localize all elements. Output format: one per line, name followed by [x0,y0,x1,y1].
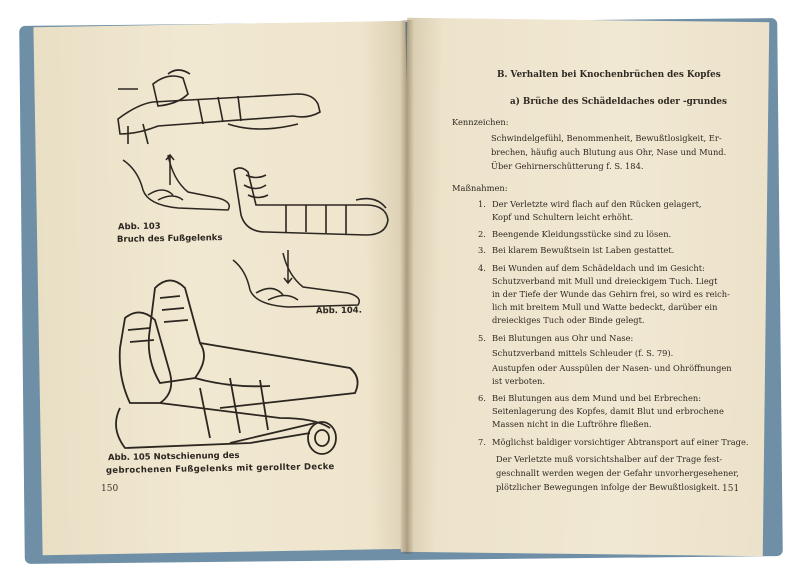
item-number: 1. [478,199,486,209]
item-line: plötzlicher Bewegungen infolge der Bewußtlosigkeit. [496,482,720,492]
splinted-leg-illustration-103 [108,64,328,154]
caption-103-line2: Bruch des Fußgelenks [116,233,223,245]
item-line: lich mit breitem Mull und Watte bedeckt, darüber ein [492,302,718,312]
item-number: 7. [478,437,486,447]
item-number: 5. [478,333,486,343]
boots-blanket-splint-illustration-105 [100,268,370,468]
item-line: Schutzverband mittels Schleuder (f. S. 79). [492,348,674,358]
caption-103-line1: Abb. 103 [117,221,161,233]
section-heading: B. Verhalten bei Knochenbrüchen des Kopfes [497,70,721,80]
item-line: Bei Blutungen aus dem Mund und bei Erbrechen: [492,393,702,403]
caption-105-line1: Abb. 105 Notschienung des [107,450,240,464]
item-line: Beengende Kleidungsstücke sind zu lösen. [492,229,672,239]
item-number: 3. [478,245,486,255]
left-page-number: 150 [101,484,119,494]
item-number: 6. [478,393,486,403]
item-line: Massen nicht in die Luftröhre fließen. [492,419,652,429]
item-line: geschnallt werden wegen der Gefahr unvorhergesehener, [496,468,739,478]
caption-105-line2: gebrochenen Fußgelenks mit gerollter Decke [105,462,335,476]
item-number: 2. [478,229,486,239]
right-page-number: 151 [722,484,740,494]
item-line: Austupfen oder Ausspülen der Nasen- und Ohröffnungen [492,363,732,373]
item-line: dreieckiges Tuch oder Binde gelegt. [492,315,645,325]
item-line: Kopf und Schultern leicht erhöht. [492,212,634,222]
massnahmen-label: Maßnahmen: [452,183,508,193]
foot-bones-illustration-103 [118,150,238,220]
section-subheading: a) Brüche des Schädeldaches oder -grundes [510,97,727,107]
caption-104: Abb. 104. [315,305,363,317]
book-gutter [400,20,414,554]
item-line: Schutzverband mit Mull und dreieckigem Tuch. Liegt [492,276,718,286]
kennzeichen-line: Schwindelgefühl, Benommenheit, Bewußtlosigkeit, Er- [491,133,722,143]
item-line: Bei Blutungen aus Ohr und Nase: [492,333,634,343]
kennzeichen-line: Über Gehirnerschütterung f. S. 184. [491,161,644,171]
bandaged-leg-illustration [226,160,396,250]
item-number: 4. [478,263,486,273]
item-line: Seitenlagerung des Kopfes, damit Blut und erbrochene [492,406,724,416]
item-line: Der Verletzte wird flach auf den Rücken gelagert, [492,199,702,209]
item-line: in der Tiefe der Wunde das Gehirn frei, so wird es reich- [492,289,730,299]
item-line: Der Verletzte muß vorsichtshalber auf der Trage fest- [496,454,723,464]
item-line: ist verboten. [492,376,545,386]
item-line: Bei klarem Bewußtsein ist Laben gestattet. [492,245,675,255]
kennzeichen-line: brechen, häufig auch Blutung aus Ohr, Nase und Mund. [491,147,727,157]
item-line: Bei Wunden auf dem Schädeldach und im Gesicht: [492,263,705,273]
kennzeichen-label: Kennzeichen: [452,117,509,127]
item-line: Möglichst baldiger vorsichtiger Abtransport auf einer Trage. [492,437,749,447]
